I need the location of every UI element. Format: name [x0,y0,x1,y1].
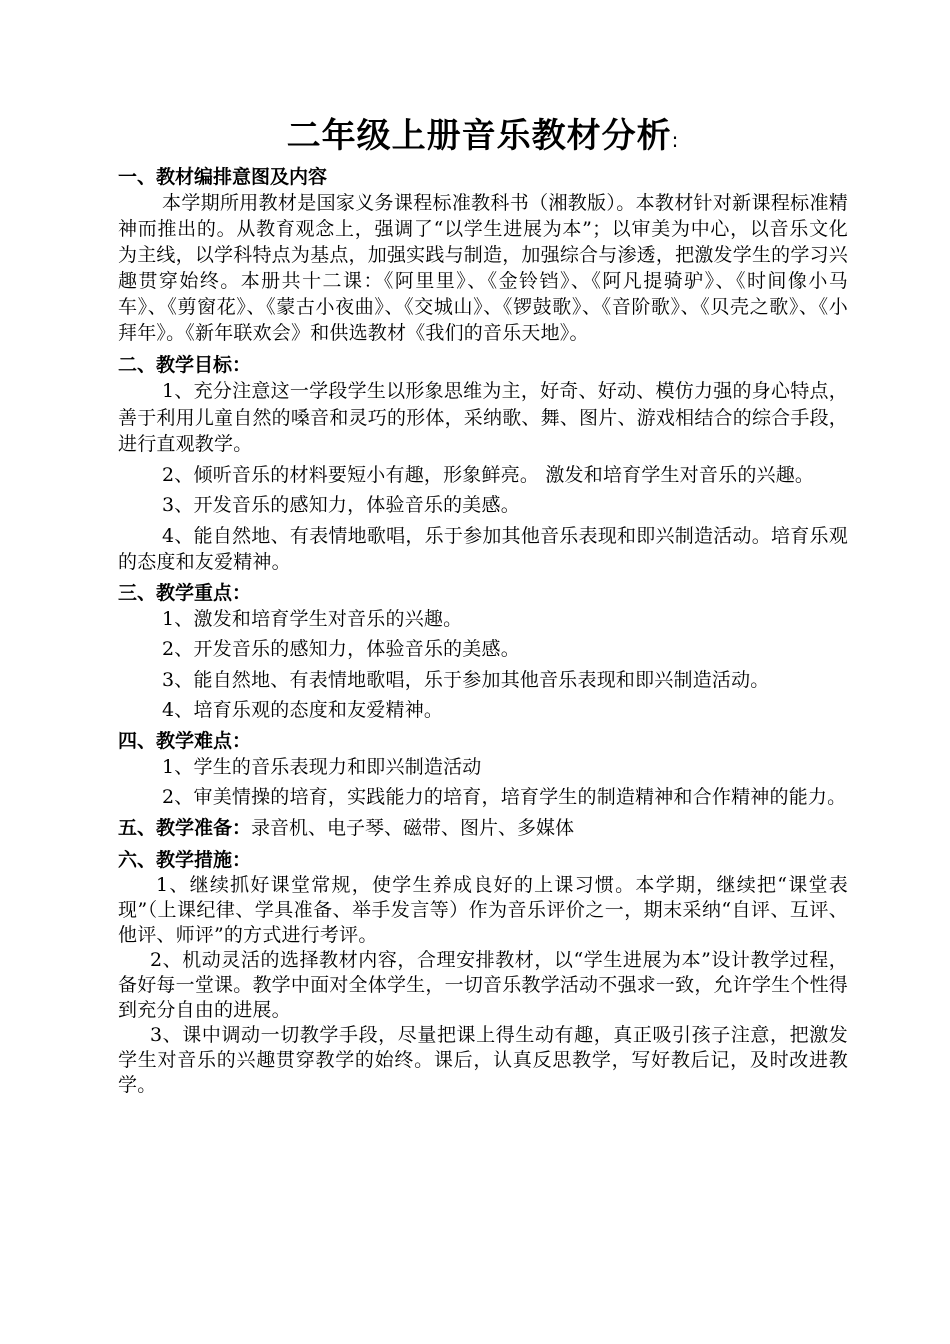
section-heading: 一、教材编排意图及内容 [118,166,328,188]
paragraph: 2、审美情操的培育，实践能力的培育，培育学生的制造精神和合作精神的能力。 [162,786,847,808]
paragraph: 4、能自然地、有表情地歌唱，乐于参加其他音乐表现和即兴制造活动。培育乐观的态度和友爱精神。 [118,524,848,573]
paragraph: 1、激发和培育学生对音乐的兴趣。 [162,607,463,630]
paragraph: 1、充分注意这一学段学生以形象思维为主，好奇、好动、模仿力强的身心特点，善于利用儿童自然的嗓音和灵巧的形体，采纳歌、舞、图片、游戏相结合的综合手段，进行直观教学。 [118,380,848,455]
paragraph: 4、培育乐观的态度和友爱精神。 [162,699,444,721]
paragraph: 2、开发音乐的感知力，体验音乐的美感。 [162,638,520,660]
section-materials [118,164,848,346]
paragraph: 3、开发音乐的感知力，体验音乐的美感。 [162,494,520,516]
section-heading [118,815,848,841]
section-goals [118,352,848,576]
section-heading: 六、教学措施： [118,848,252,871]
paragraph: 2、倾听音乐的材料要短小有趣，形象鲜亮。 激发和培育学生对音乐的兴趣。 [162,463,815,486]
section-preparation [118,815,848,841]
section-key-points [118,580,848,724]
section-difficulties [118,728,848,811]
section-measures [118,847,848,1098]
section-heading: 三、教学重点： [118,581,252,604]
paragraph: 3、课中调动一切教学手段，尽量把课上得生动有趣，真正吸引孩子注意，把激发学生对音乐的兴趣贯穿教学的始终。课后，认真反思教学，写好教后记，及时改进教学。 [118,1023,848,1096]
title-text: 二年级上册音乐教材分析 [286,116,672,156]
section-heading: 四、教学难点： [118,729,252,752]
paragraph: 2、机动灵活的选择教材内容，合理安排教材，以“学生进展为本”设计教学过程，备好每一堂课。教学中面对全体学生，一切音乐教学活动不强求一致，允许学生个性得到充分自由的进展。 [118,948,848,1021]
page-title [118,112,848,164]
paragraph: 1、学生的音乐表现力和即兴制造活动 [162,755,482,778]
paragraph: 本学期所用教材是国家义务课程标准教科书（湘教版）。本教材针对新课程标准精神而推出的。从教育观念上，强调了“以学生进展为本”；以审美为中心，以音乐文化为主线，以学科特点为基点，加强实践与制造，加强综合与渗透，把激发学生的学习兴趣贯穿始终。本册共十二课：《阿里里》、《金铃铛》、《阿凡提骑驴》、《时间像小马车》、《剪窗花》、《蒙古小夜曲》、《交城山》、《锣鼓歌》、《音阶歌》、《贝壳之歌》、《小拜年》。《新年联欢会》和供选教材《我们的音乐天地》。 [118,192,848,344]
section-heading: 二、教学目标： [118,354,252,376]
preparation-items: 录音机、电子琴、磁带、图片、多媒体 [251,816,575,839]
paragraph: 1、继续抓好课堂常规，使学生养成良好的上课习惯。本学期，继续把“课堂表现”（上课纪律、学具准备、举手发言等）作为音乐评价之一，期末采纳“自评、互评、他评、师评”的方式进行考评。 [118,873,848,946]
paragraph: 3、能自然地、有表情地歌唱，乐于参加其他音乐表现和即兴制造活动。 [162,668,770,691]
title-colon: : [671,128,680,152]
heading-label: 五、教学准备： [118,816,252,839]
document-page [118,112,848,1098]
